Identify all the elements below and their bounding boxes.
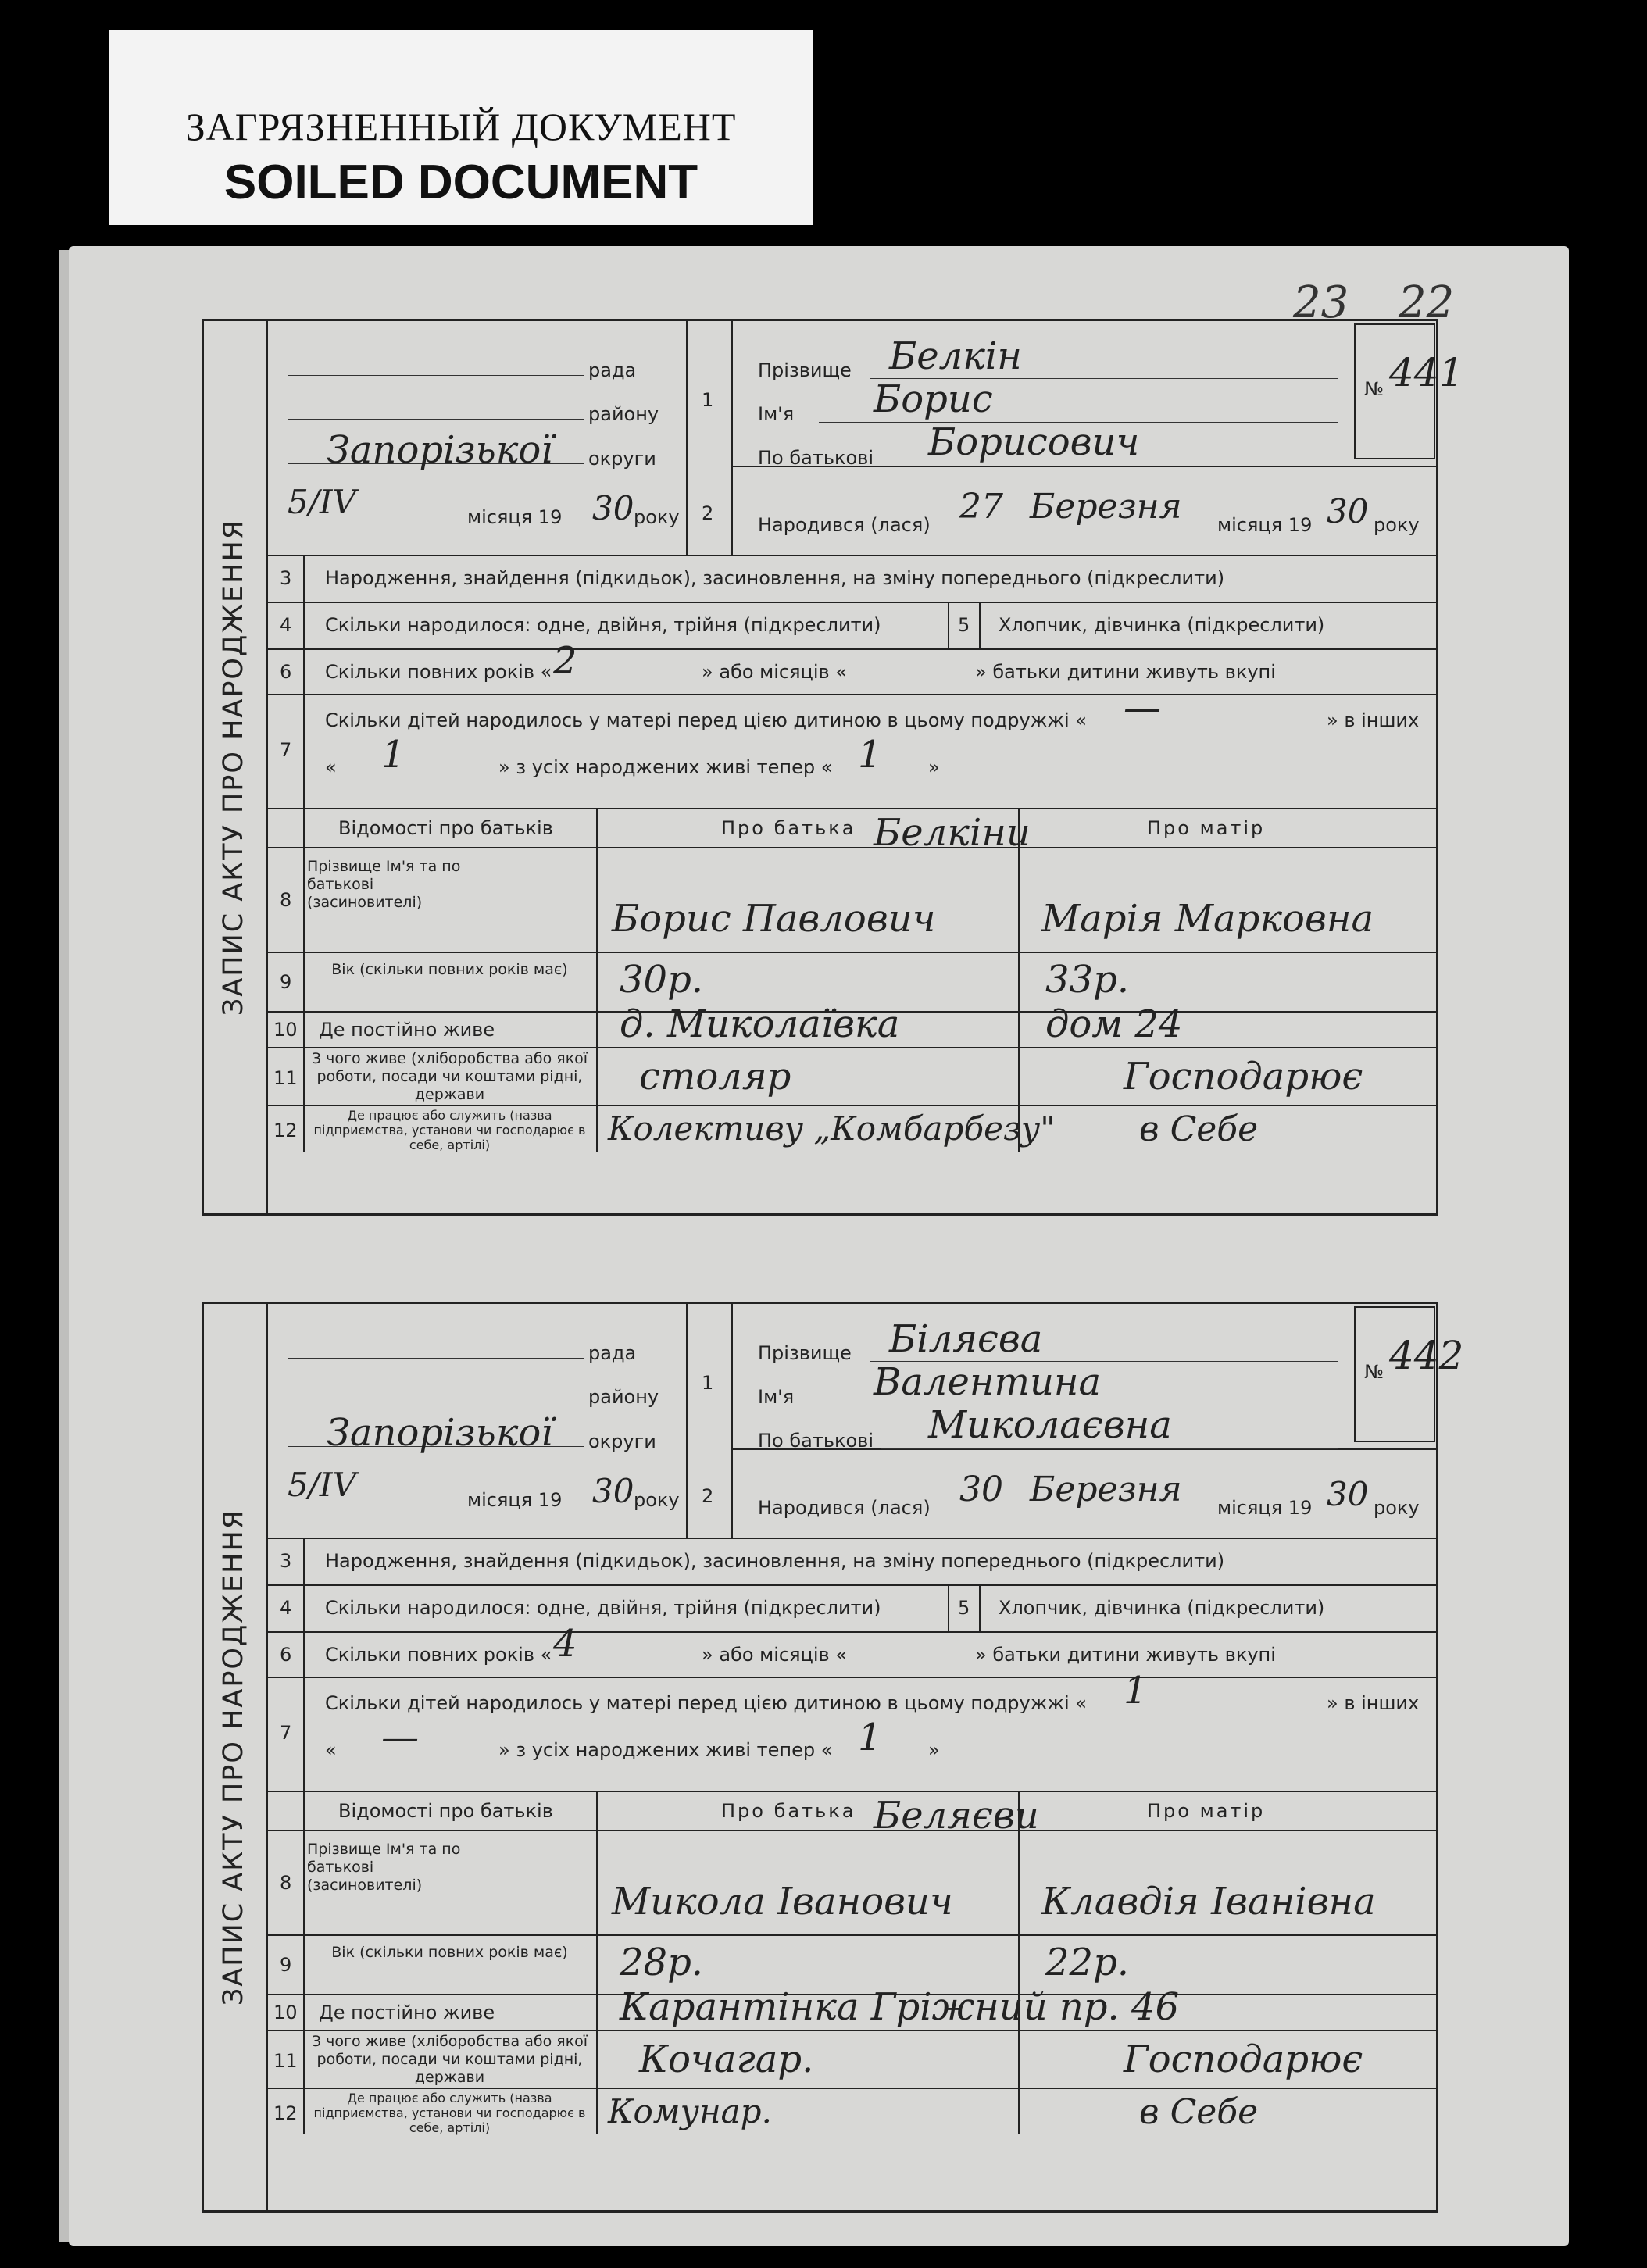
side-title: ЗАПИС АКТУ ПРО НАРОДЖЕННЯ bbox=[218, 1508, 249, 2006]
birth-record-1: ЗАПИС АКТУ ПРО НАРОДЖЕННЯ рада району Запорізької округи 5/IV місяця 19 30 року 1 2 Прізвище Белкін Ім'я Борис По батькові Борисович № 441 Народився (лася) 27 Березня місяця 19 30 року 3 Народження, знайдення (підкидьок), засиновлення, на зміну попереднього (підкреслити) 4 Скільки народилося: одне, двійня, трійня (підкреслити) 5 Хлопчик, дівчинка (підкреслити) 6 Скільки повних років « 2 » або місяців « » батьки дитини живуть вкупі 7 Скільки дітей народилось у матері перед цією дитиною в цьому подружжі « — » в інших « 1 » з усіх народжених живі тепер « 1 » Відомості про батьків Про батька Про матір 8 Прізвище Ім'я та по батькові (засиновителі) Белкіни Борис Павлович Марія Марковна 9 Вік (скільки повних років має) 30р. 33р. 10 Де постійно живе д. Миколаївка дом 24 11 З чого живе (хліборобства або якої роботи, посади чи коштами рідні, держави столяр Господарює 12 Де працює або служить (назва підприємства, установи чи господарює в себе, артілі) Колективу „Комбарбезу" в Себе bbox=[202, 319, 1438, 1216]
mother-name: Клавдія Іванівна bbox=[1041, 1880, 1376, 1923]
row4-text: Скільки народилося: одне, двійня, трійня (підкреслити) bbox=[325, 614, 881, 636]
years-together: 2 bbox=[553, 639, 577, 683]
mother-header: Про матір bbox=[1147, 817, 1266, 839]
okruha-value: Запорізької bbox=[327, 1411, 553, 1455]
row7-open-quote: « bbox=[325, 756, 337, 778]
father-occupation: столяр bbox=[639, 1055, 791, 1098]
child-name: Валентина bbox=[874, 1360, 1102, 1404]
birth-day: 27 bbox=[959, 487, 1003, 527]
stamp-russian: ЗАГРЯЗНЕННЫЙ ДОКУМЕНТ bbox=[185, 105, 737, 148]
father-age: 28р. bbox=[620, 1941, 704, 1984]
name-label: Ім'я bbox=[758, 1386, 795, 1408]
children-alive: 1 bbox=[858, 1716, 882, 1759]
born-label: Народився (лася) bbox=[758, 1497, 931, 1519]
surname-label: Прізвище bbox=[758, 359, 852, 381]
mother-work: в Себе bbox=[1139, 1109, 1259, 1149]
mother-work: в Себе bbox=[1139, 2092, 1259, 2132]
row12-label: Де працює або служить (назва підприємства, установи чи господарює в себе, артілі) bbox=[313, 1108, 586, 1152]
father-header: Про батька bbox=[721, 817, 856, 839]
row6-months-label: » або місяців « bbox=[702, 1644, 847, 1666]
page-number-a: 23 bbox=[1293, 277, 1349, 328]
father-residence: д. Миколаївка bbox=[620, 1002, 900, 1046]
okruha-label: округи bbox=[588, 1430, 656, 1452]
birth-month: Березня bbox=[1030, 487, 1182, 527]
row9-label: Вік (скільки повних років має) bbox=[331, 1944, 568, 1961]
row5-text: Хлопчик, дівчинка (підкреслити) bbox=[999, 1597, 1325, 1619]
child-surname: Біляєва bbox=[889, 1317, 1043, 1361]
record-number: 442 bbox=[1389, 1333, 1464, 1378]
registration-date: 5/IV bbox=[288, 483, 356, 521]
father-age: 30р. bbox=[620, 958, 704, 1002]
birth-day: 30 bbox=[959, 1470, 1003, 1509]
side-band bbox=[202, 319, 268, 1216]
row7-alive-label: » з усіх народжених живі тепер « bbox=[498, 1739, 833, 1761]
mother-age: 33р. bbox=[1045, 958, 1130, 1002]
born-month-label: місяця 19 bbox=[1217, 514, 1313, 536]
okruha-value: Запорізької bbox=[327, 428, 553, 472]
father-header: Про батька bbox=[721, 1800, 856, 1822]
year-label: року bbox=[634, 1489, 680, 1511]
row5-text: Хлопчик, дівчинка (підкреслити) bbox=[999, 614, 1325, 636]
page-number-b: 22 bbox=[1399, 277, 1455, 328]
month-label: місяця 19 bbox=[467, 506, 563, 528]
mother-occupation: Господарює bbox=[1124, 1055, 1363, 1098]
row6-together-label: » батьки дитини живуть вкупі bbox=[975, 661, 1276, 683]
month-label: місяця 19 bbox=[467, 1489, 563, 1511]
registration-year: 30 bbox=[592, 489, 634, 527]
row9-label: Вік (скільки повних років має) bbox=[331, 961, 568, 978]
father-residence: Карантінка Гріжний пр. 46 bbox=[620, 1985, 1180, 2029]
row7-other-label: » в інших bbox=[1327, 709, 1420, 731]
row12-label: Де працює або служить (назва підприємства, установи чи господарює в себе, артілі) bbox=[313, 2091, 586, 2135]
mother-occupation: Господарює bbox=[1124, 2038, 1363, 2081]
family-surname: Беляєви bbox=[874, 1794, 1039, 1838]
patronymic-label: По батькові bbox=[758, 447, 874, 469]
row7-close-quote: » bbox=[928, 1739, 940, 1761]
row8-label: Прізвище Ім'я та по батькові (засиновителі) bbox=[307, 858, 461, 911]
row3-text: Народження, знайдення (підкидьок), засиновлення, на зміну попереднього (підкреслити) bbox=[325, 567, 1225, 589]
father-work: Комунар. bbox=[608, 2092, 772, 2130]
child-surname: Белкін bbox=[889, 334, 1022, 378]
child-patronymic: Борисович bbox=[928, 420, 1140, 464]
family-surname: Белкіни bbox=[874, 811, 1031, 855]
rada-label: рада bbox=[588, 359, 637, 381]
father-occupation: Кочагар. bbox=[639, 2038, 814, 2081]
row10-label: Де постійно живе bbox=[319, 2002, 495, 2023]
row6-together-label: » батьки дитини живуть вкупі bbox=[975, 1644, 1276, 1666]
row11-label: З чого живе (хліборобства або якої роботи, посади чи коштами рідні, держави bbox=[311, 1050, 588, 1103]
number-label: № bbox=[1364, 378, 1384, 400]
year-label: року bbox=[634, 506, 680, 528]
row6-years-label: Скільки повних років « bbox=[325, 661, 552, 683]
children-other: 1 bbox=[381, 733, 405, 777]
okruha-label: округи bbox=[588, 448, 656, 470]
stamp-english: SOILED DOCUMENT bbox=[223, 155, 698, 209]
father-name: Микола Іванович bbox=[612, 1880, 953, 1923]
side-band bbox=[202, 1302, 268, 2213]
raion-label: району bbox=[588, 1386, 659, 1408]
mother-name: Марія Марковна bbox=[1041, 897, 1374, 941]
row8-label: Прізвище Ім'я та по батькові (засиновителі) bbox=[307, 1841, 461, 1894]
row7-alive-label: » з усіх народжених живі тепер « bbox=[498, 756, 833, 778]
born-year-label: року bbox=[1374, 514, 1420, 536]
birth-year: 30 bbox=[1327, 492, 1369, 530]
record-number: 441 bbox=[1389, 350, 1464, 395]
parents-info-header: Відомості про батьків bbox=[338, 817, 553, 839]
row7-before-label: Скільки дітей народилось у матері перед цією дитиною в цьому подружжі « bbox=[325, 1692, 1087, 1714]
patronymic-label: По батькові bbox=[758, 1430, 874, 1452]
birth-record-2: ЗАПИС АКТУ ПРО НАРОДЖЕННЯ рада району Запорізької округи 5/IV місяця 19 30 року 1 2 Прізвище Біляєва Ім'я Валентина По батькові Миколаєвна № 442 Народився (лася) 30 Березня місяця 19 30 року 3 Народження, знайдення (підкидьок), засиновлення, на зміну попереднього (підкреслити) 4 Скільки народилося: одне, двійня, трійня (підкреслити) 5 Хлопчик, дівчинка (підкреслити) 6 Скільки повних років « 4 » або місяців « » батьки дитини живуть вкупі 7 Скільки дітей народилось у матері перед цією дитиною в цьому подружжі « 1 » в інших « — » з усіх народжених живі тепер « 1 » Відомості про батьків Про батька Про матір 8 Прізвище Ім'я та по батькові (засиновителі) Беляєви Микола Іванович Клавдія Іванівна 9 Вік (скільки повних років має) 28р. 22р. 10 Де постійно живе Карантінка Гріжний пр. 46 11 З чого живе (хліборобства або якої роботи, посади чи коштами рідні, держави Кочагар. Господарює 12 Де працює або служить (назва підприємства, установи чи господарює в себе, артілі) Комунар. в Себе bbox=[202, 1302, 1438, 2213]
children-before: 1 bbox=[1124, 1669, 1148, 1713]
mother-residence: дом 24 bbox=[1045, 1002, 1183, 1046]
birth-month: Березня bbox=[1030, 1470, 1182, 1509]
row6-years-label: Скільки повних років « bbox=[325, 1644, 552, 1666]
surname-label: Прізвище bbox=[758, 1342, 852, 1364]
row6-months-label: » або місяців « bbox=[702, 661, 847, 683]
side-title: ЗАПИС АКТУ ПРО НАРОДЖЕННЯ bbox=[218, 518, 249, 1016]
child-patronymic: Миколаєвна bbox=[928, 1403, 1172, 1447]
mother-header: Про матір bbox=[1147, 1800, 1266, 1822]
birth-year: 30 bbox=[1327, 1475, 1369, 1513]
born-year-label: року bbox=[1374, 1497, 1420, 1519]
number-label: № bbox=[1364, 1361, 1384, 1383]
years-together: 4 bbox=[553, 1622, 577, 1666]
raion-label: району bbox=[588, 403, 659, 425]
rada-label: рада bbox=[588, 1342, 637, 1364]
registration-year: 30 bbox=[592, 1472, 634, 1510]
row7-before-label: Скільки дітей народилось у матері перед цією дитиною в цьому подружжі « bbox=[325, 709, 1087, 731]
child-name: Борис bbox=[874, 377, 993, 421]
row7-other-label: » в інших bbox=[1327, 1692, 1420, 1714]
row11-label: З чого живе (хліборобства або якої роботи, посади чи коштами рідні, держави bbox=[311, 2033, 588, 2086]
parents-info-header: Відомості про батьків bbox=[338, 1800, 553, 1822]
row7-open-quote: « bbox=[325, 1739, 337, 1761]
row10-label: Де постійно живе bbox=[319, 1019, 495, 1041]
born-label: Народився (лася) bbox=[758, 514, 931, 536]
children-before: — bbox=[1124, 686, 1161, 730]
registration-date: 5/IV bbox=[288, 1466, 356, 1504]
mother-age: 22р. bbox=[1045, 1941, 1130, 1984]
children-alive: 1 bbox=[858, 733, 882, 777]
soiled-document-stamp bbox=[109, 30, 813, 225]
row4-text: Скільки народилося: одне, двійня, трійня (підкреслити) bbox=[325, 1597, 881, 1619]
row3-text: Народження, знайдення (підкидьок), засиновлення, на зміну попереднього (підкреслити) bbox=[325, 1550, 1225, 1572]
children-other: — bbox=[381, 1716, 419, 1759]
father-work: Колективу „Комбарбезу" bbox=[608, 1109, 1056, 1148]
name-label: Ім'я bbox=[758, 403, 795, 425]
father-name: Борис Павлович bbox=[612, 897, 936, 941]
born-month-label: місяця 19 bbox=[1217, 1497, 1313, 1519]
row7-close-quote: » bbox=[928, 756, 940, 778]
